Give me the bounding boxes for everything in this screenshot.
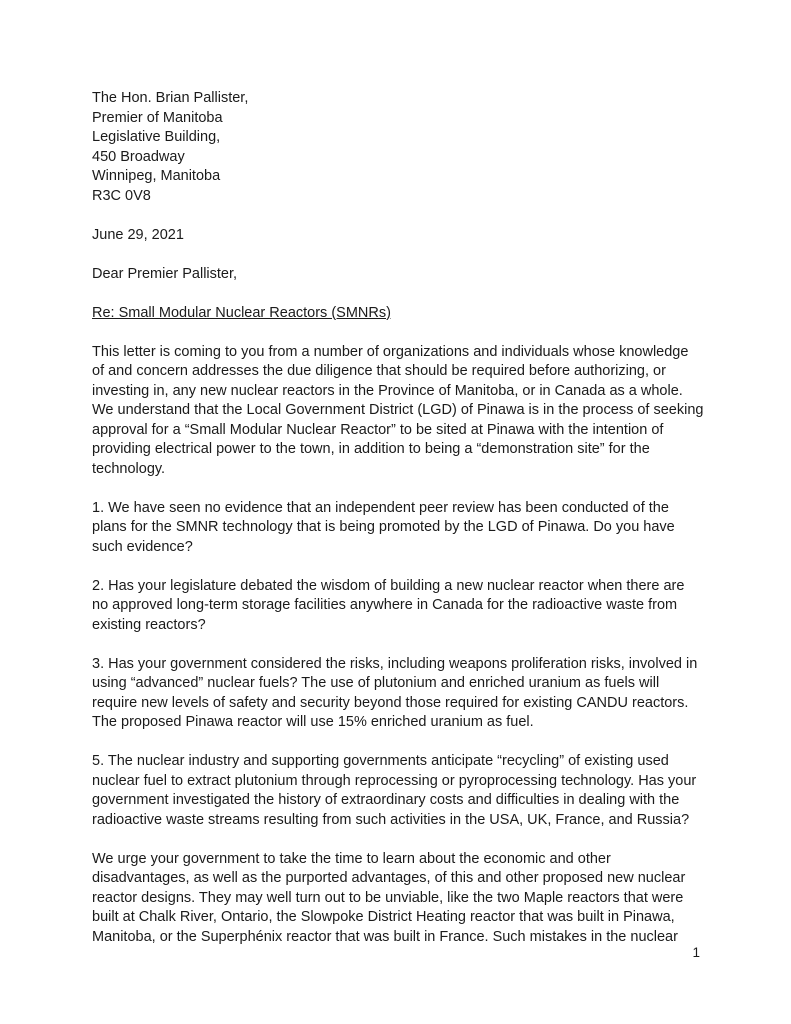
paragraph-closing: We urge your government to take the time to learn about the economic and other disadvantages, as well as the purported advantages, of this and other proposed new nuclear reactor designs. They may well turn out to be unviable, like the two Maple reactors that were built at Chalk River, Ontario, the Slowpoke District Heating reactor that was built in Pinawa, Manitoba, or the Superphénix reactor that was built in France. Such mistakes in the nuclear bbox=[92, 850, 686, 945]
recipient-postal-code: R3C 0V8 bbox=[92, 187, 151, 204]
recipient-name: The Hon. Brian Pallister, bbox=[92, 90, 249, 106]
paragraph-point-1: 1. We have seen no evidence that an independent peer review has been conducted of the plans for the SMNR technology that is being promoted by the LGD of Pinawa. Do you have such evidence? bbox=[92, 499, 675, 555]
letter-date: June 29, 2021 bbox=[92, 226, 184, 243]
paragraph-point-2: 2. Has your legislature debated the wisdom of building a new nuclear reactor when there are no approved long-term storage facilities anywhere in Canada for the radioactive waste from existing reactors? bbox=[92, 577, 685, 633]
recipient-address-block bbox=[92, 89, 704, 206]
paragraph-intro: This letter is coming to you from a number of organizations and individuals whose knowledge of and concern addresses the due diligence that should be required before authorizing, or investing in, any new nuclear reactors in the Province of Manitoba, or in Canada as a whole. We understand that the Local Government District (LGD) of Pinawa is in the process of seeking approval for a “Small Modular Nuclear Reactor” to be sited at Pinawa with the intention of providing electrical power to the town, in addition to being a “demonstration site” for the technology. bbox=[92, 343, 704, 477]
paragraph-point-5: 5. The nuclear industry and supporting governments anticipate “recycling” of existing used nuclear fuel to extract plutonium through reprocessing or pyroprocessing technology. Has your government investigated the history of extraordinary costs and difficulties in dealing with the radioactive waste streams resulting from such activities in the USA, UK, France, and Russia? bbox=[92, 753, 697, 828]
paragraph-point-3: 3. Has your government considered the risks, including weapons proliferation risks, involved in using “advanced” nuclear fuels? The use of plutonium and enriched uranium as fuels will require new levels of safety and security beyond those required for existing CANDU reactors. The proposed Pinawa reactor will use 15% enriched uranium as fuel. bbox=[92, 655, 698, 730]
subject-line: Re: Small Modular Nuclear Reactors (SMNRs) bbox=[92, 304, 391, 321]
page-number: 1 bbox=[692, 945, 700, 960]
recipient-building: Legislative Building, bbox=[92, 129, 221, 145]
recipient-city: Winnipeg, Manitoba bbox=[92, 168, 221, 184]
letter-content bbox=[92, 89, 704, 967]
recipient-street: 450 Broadway bbox=[92, 148, 185, 165]
salutation: Dear Premier Pallister, bbox=[92, 265, 238, 282]
recipient-title: Premier of Manitoba bbox=[92, 109, 223, 126]
